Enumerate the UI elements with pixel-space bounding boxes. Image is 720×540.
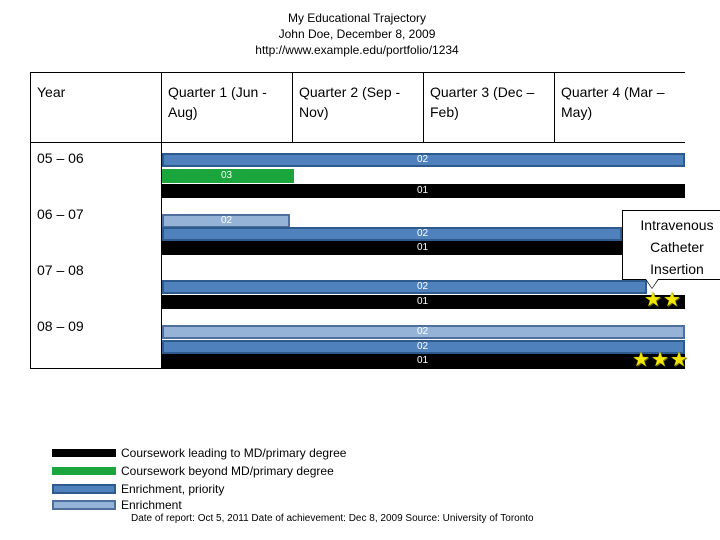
legend-label: Enrichment, priority bbox=[121, 482, 225, 496]
bar-label: 01 bbox=[417, 185, 429, 196]
callout-line: Insertion bbox=[650, 261, 704, 277]
bar-label: 01 bbox=[417, 242, 429, 253]
bar-label: 02 bbox=[417, 326, 429, 337]
callout-line: Catheter bbox=[650, 239, 704, 255]
bar-label: 02 bbox=[417, 341, 429, 352]
grid-line-header-bottom bbox=[30, 142, 685, 143]
grid-line-q1 bbox=[161, 72, 162, 142]
report-title: My Educational Trajectory bbox=[287, 11, 427, 25]
star-icon: ★ bbox=[651, 349, 669, 371]
bar-label: 01 bbox=[417, 355, 429, 366]
legend-swatch bbox=[52, 484, 116, 494]
star-icon: ★ bbox=[670, 349, 688, 371]
legend-swatch bbox=[52, 449, 116, 457]
grid-line-q3 bbox=[423, 72, 424, 142]
legend-swatch bbox=[52, 500, 116, 510]
grid-line-top bbox=[30, 72, 685, 73]
year-label: 07 – 08 bbox=[37, 262, 84, 278]
bar-label: 01 bbox=[417, 296, 429, 307]
legend-swatch bbox=[52, 467, 116, 475]
column-header-q1: Quarter 1 (Jun - Aug) bbox=[168, 84, 267, 120]
star-icon: ★ bbox=[644, 289, 662, 311]
bar-enrichment-priority bbox=[162, 280, 647, 294]
year-label: 08 – 09 bbox=[37, 318, 84, 334]
grid-line-q4 bbox=[554, 72, 555, 142]
bar-label: 02 bbox=[417, 228, 429, 239]
portfolio-url: http://www.example.edu/portfolio/1234 bbox=[255, 43, 459, 57]
column-header-year: Year bbox=[37, 84, 66, 100]
year-label: 05 – 06 bbox=[37, 150, 84, 166]
legend-label: Coursework beyond MD/primary degree bbox=[121, 464, 334, 478]
bar-label: 02 bbox=[221, 215, 233, 226]
star-icon: ★ bbox=[663, 289, 681, 311]
report-header bbox=[0, 10, 714, 58]
legend-label: Enrichment bbox=[121, 498, 182, 512]
bar-label: 02 bbox=[417, 281, 429, 292]
bar-label: 02 bbox=[417, 154, 429, 165]
bar-enrichment-priority bbox=[162, 227, 622, 241]
grid-line-left bbox=[30, 72, 31, 142]
report-footer: Date of report: Oct 5, 2011 Date of achievement: Dec 8, 2009 Source: University of Toronto bbox=[131, 513, 534, 524]
legend-label: Coursework leading to MD/primary degree bbox=[121, 446, 347, 460]
grid-line-bottom bbox=[30, 368, 685, 369]
grid-line-q2 bbox=[292, 72, 293, 142]
column-header-q4: Quarter 4 (Mar – May) bbox=[561, 84, 665, 120]
year-label: 06 – 07 bbox=[37, 206, 84, 222]
bar-coursework bbox=[162, 241, 622, 255]
star-icon: ★ bbox=[632, 349, 650, 371]
column-header-q2: Quarter 2 (Sep - Nov) bbox=[299, 84, 401, 120]
callout-line: Intravenous bbox=[640, 217, 714, 233]
column-header-q3: Quarter 3 (Dec – Feb) bbox=[430, 84, 535, 120]
milestone-callout bbox=[622, 210, 720, 280]
callout-pointer-fill bbox=[646, 279, 658, 288]
author-date: John Doe, December 8, 2009 bbox=[278, 27, 436, 41]
grid-line-year-column bbox=[30, 142, 31, 368]
bar-label: 03 bbox=[221, 170, 233, 181]
